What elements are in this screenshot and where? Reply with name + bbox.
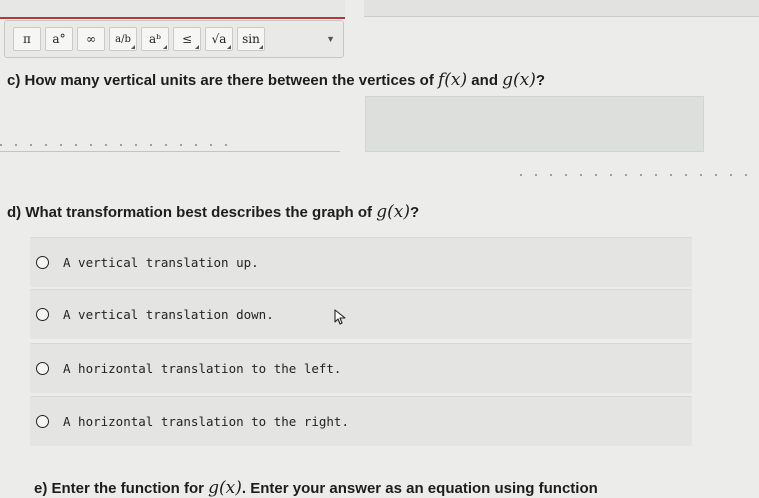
option-horizontal-right[interactable] bbox=[30, 396, 692, 446]
trig-button[interactable] bbox=[237, 27, 265, 51]
question-d-prefix: d) What transformation best describes the graph of bbox=[7, 204, 377, 221]
option-label: A vertical translation down. bbox=[63, 307, 274, 322]
radio-button[interactable] bbox=[36, 415, 49, 428]
question-e bbox=[34, 478, 598, 498]
radio-button[interactable] bbox=[36, 362, 49, 375]
question-e-prefix: e) Enter the function for bbox=[34, 480, 209, 497]
option-label: A horizontal translation to the right. bbox=[63, 414, 349, 429]
question-c-suffix: ? bbox=[535, 72, 546, 89]
degree-label: a° bbox=[52, 32, 66, 46]
fraction-label: a/b bbox=[115, 33, 131, 45]
option-horizontal-left[interactable] bbox=[30, 343, 692, 393]
option-label: A vertical translation up. bbox=[63, 255, 259, 270]
option-label: A horizontal translation to the left. bbox=[63, 361, 342, 376]
g-of-x: g(x) bbox=[376, 202, 410, 222]
radio-button[interactable] bbox=[36, 256, 49, 269]
mouse-pointer-icon bbox=[334, 309, 348, 325]
radio-button[interactable] bbox=[36, 308, 49, 321]
dotted-divider bbox=[520, 174, 759, 176]
question-d bbox=[7, 202, 419, 222]
question-e-suffix: . Enter your answer as an equation using function bbox=[241, 480, 598, 497]
submenu-corner-icon bbox=[163, 45, 167, 49]
fraction-button[interactable] bbox=[109, 27, 137, 51]
g-of-x: g(x) bbox=[208, 478, 242, 498]
submenu-corner-icon bbox=[131, 45, 135, 49]
dotted-divider bbox=[0, 144, 240, 146]
question-c bbox=[7, 70, 545, 90]
previous-answer-box[interactable] bbox=[364, 0, 759, 17]
question-c-middle: and bbox=[467, 72, 503, 89]
exponent-label: aᵇ bbox=[149, 32, 161, 46]
option-vertical-down[interactable] bbox=[30, 289, 692, 339]
top-rule bbox=[0, 0, 345, 19]
f-of-x: f(x) bbox=[437, 70, 468, 90]
option-vertical-up[interactable] bbox=[30, 237, 692, 287]
sqrt-label: √a bbox=[211, 32, 227, 46]
math-toolbar bbox=[4, 20, 344, 58]
toolbar-dropdown[interactable] bbox=[275, 27, 335, 51]
question-c-prefix: c) How many vertical units are there between the vertices of bbox=[7, 72, 438, 89]
less-equal-label: ≤ bbox=[181, 32, 193, 46]
less-equal-button[interactable] bbox=[173, 27, 201, 51]
degree-button[interactable] bbox=[45, 27, 73, 51]
exponent-button[interactable] bbox=[141, 27, 169, 51]
g-of-x: g(x) bbox=[502, 70, 536, 90]
infinity-label: ∞ bbox=[86, 32, 96, 46]
submenu-corner-icon bbox=[259, 45, 263, 49]
caret-down-icon: ▼ bbox=[326, 34, 335, 44]
submenu-corner-icon bbox=[227, 45, 231, 49]
pi-label: π bbox=[23, 32, 31, 46]
answer-input-c[interactable] bbox=[365, 96, 704, 152]
question-d-suffix: ? bbox=[409, 204, 420, 221]
trig-label: sin bbox=[242, 32, 260, 46]
sqrt-button[interactable] bbox=[205, 27, 233, 51]
infinity-button[interactable] bbox=[77, 27, 105, 51]
pi-button[interactable] bbox=[13, 27, 41, 51]
submenu-corner-icon bbox=[195, 45, 199, 49]
divider bbox=[0, 151, 340, 152]
